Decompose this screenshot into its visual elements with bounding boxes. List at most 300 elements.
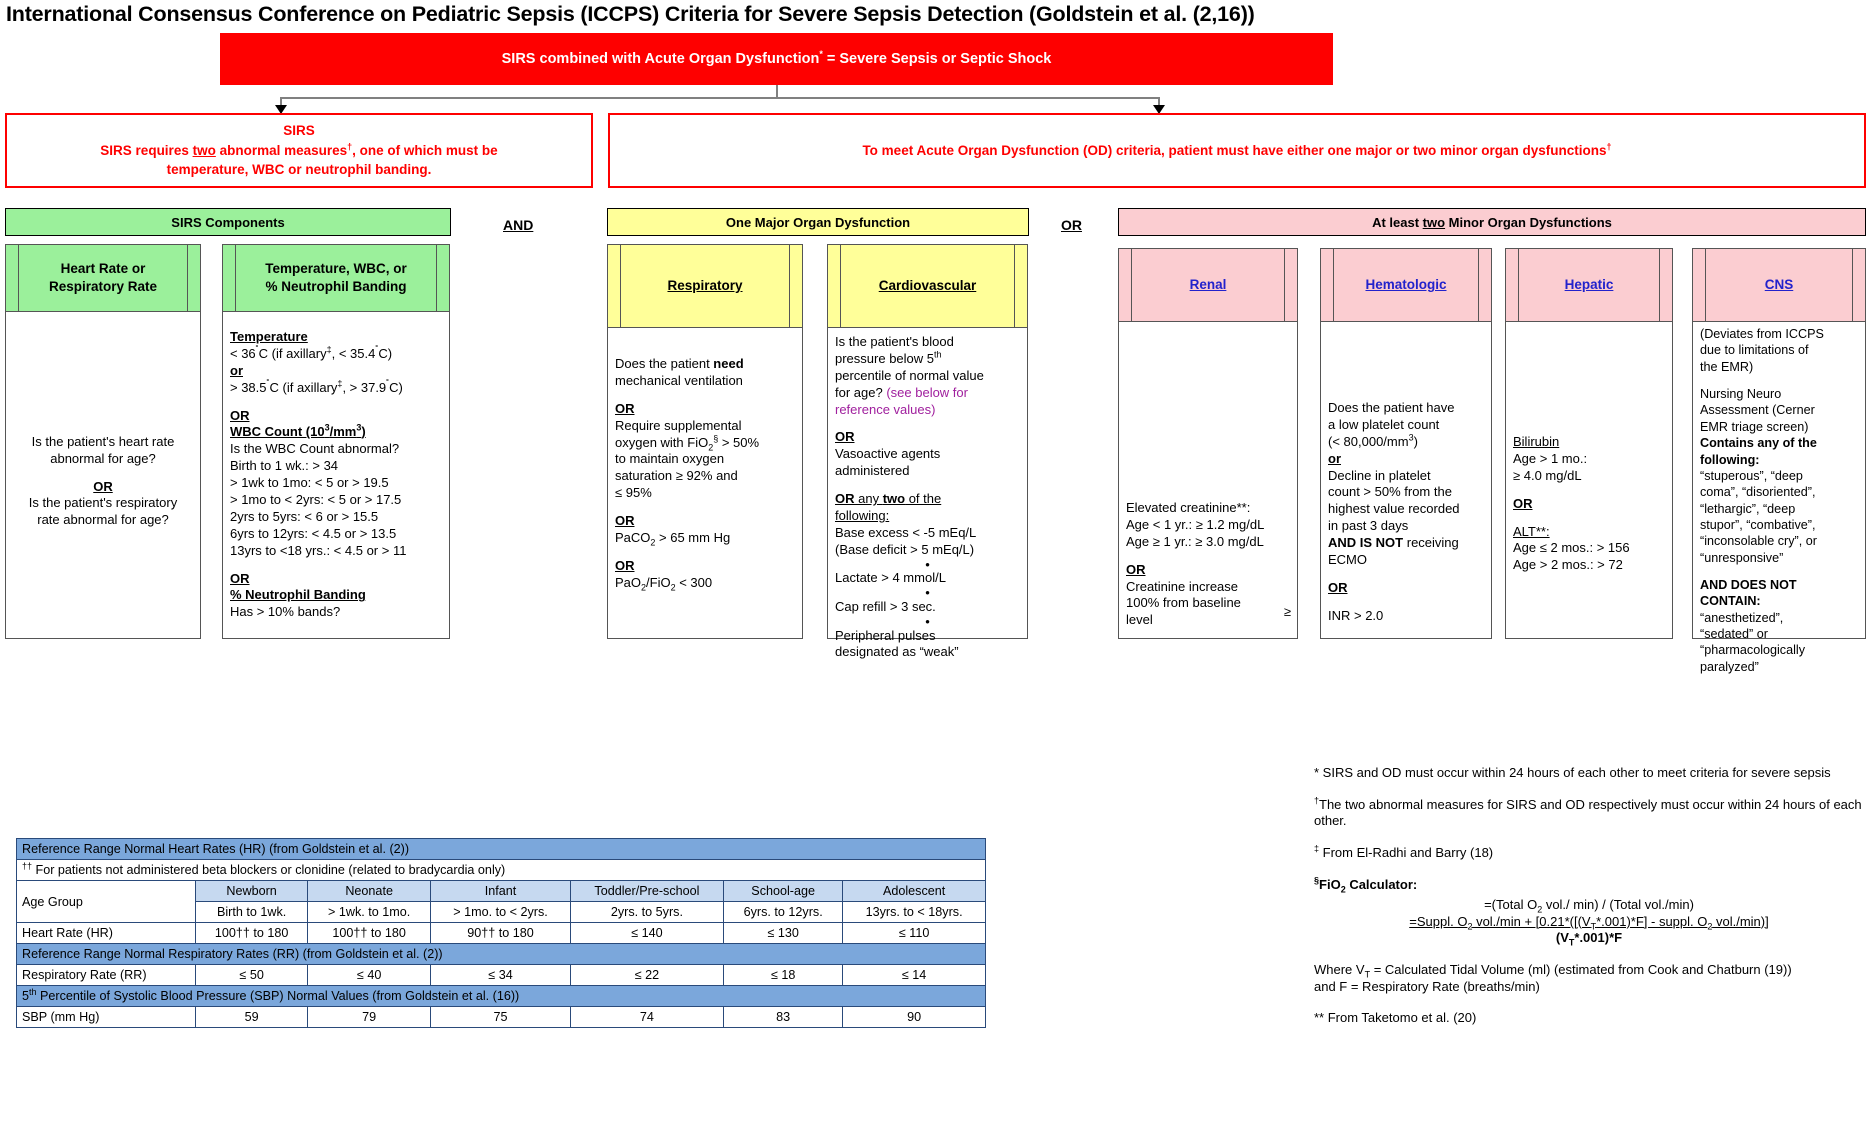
- f5sub: T: [1364, 969, 1371, 980]
- table-row: [17, 986, 986, 1007]
- spacer: [1513, 485, 1665, 496]
- cv-qa: Is the patient's blood: [835, 334, 954, 349]
- deg4: ˚: [386, 378, 390, 389]
- card-hematologic: [1320, 248, 1492, 639]
- pao2-c: < 300: [675, 574, 713, 590]
- sbp-value-cell: 83: [724, 1007, 843, 1028]
- cv-or-any-two: [835, 491, 1020, 508]
- spacer: [1700, 566, 1858, 577]
- cns-n19: “pharmacologically: [1700, 643, 1805, 658]
- card-title-renal: Renal: [1189, 277, 1227, 293]
- hema-or: OR: [1328, 579, 1348, 595]
- renal-floating-ge-symbol: ≥: [1283, 604, 1291, 619]
- t1b: C (if axillary: [258, 345, 327, 361]
- footnote-dagger-text: The two abnormal measures for SIRS and OD respectively must occur within 24 hours of each other.: [1314, 796, 1862, 829]
- resp-q1a: Does the patient: [615, 356, 714, 371]
- wbc-heading: [230, 424, 442, 441]
- hema-l7: in past 3 days: [1328, 518, 1409, 534]
- footnote-dbldagger-sup: ‡: [1314, 843, 1320, 854]
- fio2-equation-1: [1314, 897, 1864, 914]
- cv-cap-refill: Cap refill > 3 sec.: [835, 598, 936, 614]
- header-rule-right: [436, 245, 437, 311]
- temp-title-l2: % Neutrophil Banding: [265, 279, 407, 294]
- minor-two: two: [1422, 214, 1446, 230]
- cv-see-below-2: reference values): [835, 401, 936, 417]
- eq3b: *.001)*F: [1574, 930, 1623, 946]
- cv-or2-or: OR: [835, 491, 855, 507]
- cns-n10: coma”, “disoriented”,: [1700, 485, 1816, 500]
- connector-horizontal: [280, 97, 1160, 99]
- hr-q2-l2: rate abnormal for age?: [37, 512, 169, 528]
- bullet-icon: •: [925, 556, 930, 572]
- header-rule-left: [235, 245, 236, 311]
- spacer: [1126, 551, 1290, 562]
- table-row: [17, 881, 986, 902]
- footnote-vt-definition: [1314, 962, 1864, 995]
- hr-q2-l1: Is the patient's respiratory: [28, 495, 178, 511]
- card-body-cns: [1693, 322, 1865, 681]
- temp-line-1: [230, 346, 442, 363]
- cv-or2-any: any: [854, 491, 883, 507]
- spacer: [230, 318, 442, 329]
- rr-value-cell: ≤ 40: [308, 965, 431, 986]
- hr-or: OR: [93, 478, 113, 494]
- sirs-l1a: SIRS requires: [100, 142, 193, 158]
- bands-question: Has > 10% bands?: [230, 604, 341, 620]
- cns-n12: stupor”, “combative”,: [1700, 517, 1816, 532]
- cns-contains-1: Contains any of the: [1700, 436, 1817, 451]
- footnote-asterisk: * SIRS and OD must occur within 24 hours of each other to meet criteria for severe sepsis: [1314, 765, 1831, 780]
- resp-r2: [615, 530, 795, 547]
- card-hepatic: [1505, 248, 1673, 639]
- spacer: [1700, 375, 1858, 386]
- temp-or-small: or: [230, 362, 243, 378]
- wbc-row: > 1mo to < 2yrs: < 5 or > 17.5: [230, 492, 402, 508]
- paco2-b: > 65 mm Hg: [655, 530, 731, 546]
- sirs-components-bar: [5, 208, 451, 236]
- deg3: ˚: [266, 378, 270, 389]
- cv-qd-text: for age?: [835, 384, 887, 400]
- resp-r3: [615, 575, 795, 592]
- footnote-double-asterisk: ** From Taketomo et al. (20): [1314, 1010, 1477, 1026]
- cv-pulses-b: designated as “weak”: [835, 644, 959, 660]
- card-header-renal: [1119, 249, 1297, 322]
- cv-see-below-1: (see below for: [886, 384, 968, 400]
- card-body-hepatic: [1506, 322, 1672, 580]
- hema-and-is-not: AND IS NOT: [1328, 535, 1407, 551]
- age-range-cell: 2yrs. to 5yrs.: [570, 902, 723, 923]
- rr-row-label: Respiratory Rate (RR): [17, 965, 196, 986]
- resp-r1f: ≤ 95%: [615, 485, 652, 501]
- spacer: [1513, 513, 1665, 524]
- eq2c: *.001)*F] - suppl. O: [1596, 913, 1708, 929]
- hr-value-cell: 100†† to 180: [308, 923, 431, 944]
- rr-value-cell: ≤ 18: [724, 965, 843, 986]
- cns-n20: paralyzed”: [1700, 659, 1759, 674]
- cv-following: following:: [835, 508, 890, 524]
- cns-not-contain-1: AND DOES NOT: [1700, 578, 1797, 593]
- paco2-sub: 2: [650, 537, 656, 548]
- cv-lactate: Lactate > 4 mmol/L: [835, 570, 946, 586]
- hema-platelet-b: ): [1413, 433, 1418, 449]
- cv-base-excess: Base excess < -5 mEq/L: [835, 524, 977, 540]
- t2c: , > 37.9: [342, 379, 387, 395]
- header-rule-right: [789, 245, 790, 327]
- card-title-cns: CNS: [1764, 277, 1794, 293]
- resp-or-3: OR: [615, 557, 635, 573]
- rr-value-cell: ≤ 50: [196, 965, 308, 986]
- wbc-row: Birth to 1 wk.: > 34: [230, 458, 339, 474]
- hepatic-bilirubin-heading: Bilirubin: [1513, 434, 1560, 449]
- hema-inr: INR > 2.0: [1328, 607, 1384, 623]
- hema-l8: [1328, 535, 1484, 552]
- resp-r1e: saturation ≥ 92% and: [615, 468, 738, 484]
- rr-section-header: Reference Range Normal Respiratory Rates (RR) (from Goldstein et al. (2)): [17, 944, 986, 965]
- temp-line-2: [230, 380, 442, 397]
- footnote-fio2-calculator: [1314, 877, 1864, 894]
- fio2-equation-2: [1314, 914, 1864, 931]
- cns-n3: the EMR): [1700, 359, 1754, 374]
- card-header-heart-rate: [6, 245, 200, 312]
- paco2-a: PaCO: [615, 530, 651, 546]
- eq2a: =Suppl. O: [1409, 913, 1468, 929]
- hema-l2: a low platelet count: [1328, 416, 1440, 432]
- renal-or: OR: [1126, 561, 1146, 577]
- sbp-value-cell: 79: [308, 1007, 431, 1028]
- severe-sepsis-banner: [220, 33, 1333, 85]
- cns-n4: Nursing Neuro: [1700, 387, 1782, 402]
- spacer: [835, 418, 1020, 429]
- card-header-cns: [1693, 249, 1865, 322]
- cv-base-deficit: (Base deficit > 5 mEq/L): [835, 541, 975, 557]
- header-rule-left: [1131, 249, 1132, 321]
- age-range-cell: > 1wk. to 1mo.: [308, 902, 431, 923]
- cns-n9: “stuperous”, “deep: [1700, 468, 1803, 483]
- hr-footnote-row: [17, 860, 986, 881]
- cv-qb-text: pressure below 5: [835, 350, 934, 366]
- wbc-c: ): [361, 424, 366, 440]
- at-least-two-minor-bar: [1118, 208, 1866, 236]
- age-range-cell: 13yrs. to < 18yrs.: [843, 902, 986, 923]
- hema-l3: [1328, 434, 1484, 451]
- od-line: [862, 141, 1611, 161]
- table-row: [17, 860, 986, 881]
- hema-receiving: receiving: [1406, 535, 1459, 551]
- eq2sub1: 2: [1467, 921, 1473, 932]
- sbp-section-header: [17, 986, 986, 1007]
- eq3sub: T: [1568, 937, 1575, 948]
- f5c: and F = Respiratory Rate (breaths/min): [1314, 978, 1540, 994]
- bands-heading: % Neutrophil Banding: [230, 587, 366, 603]
- resp-need: need: [713, 356, 744, 371]
- sbp-rest: Percentile of Systolic Blood Pressure (SBP) Normal Values (from Goldstein et al. (16)): [36, 989, 520, 1003]
- wbc-row: 6yrs to 12yrs: < 4.5 or > 13.5: [230, 525, 397, 541]
- card-body-heart-rate: [6, 312, 200, 651]
- header-rule-right: [1478, 249, 1479, 321]
- sirs-components-label: SIRS Components: [171, 214, 285, 230]
- wbc-row: 2yrs to 5yrs: < 6 or > 15.5: [230, 508, 379, 524]
- card-header-cardiovascular: [828, 245, 1027, 328]
- age-range-cell: Birth to 1wk.: [196, 902, 308, 923]
- hepatic-or: OR: [1513, 495, 1533, 511]
- header-rule-right: [1014, 245, 1015, 327]
- fio2-title-b: Calculator:: [1345, 876, 1418, 892]
- eq2-numerator: [1409, 913, 1769, 932]
- spacer: [1328, 597, 1484, 608]
- cns-n6: EMR triage screen): [1700, 419, 1809, 434]
- banner-text-a: SIRS combined with Acute Organ Dysfunction: [501, 51, 820, 67]
- footnote-double-dagger: [1314, 845, 1864, 862]
- spacer: [230, 397, 442, 408]
- sirs-l1-underline: two: [192, 142, 216, 158]
- cns-n2: due to limitations of: [1700, 343, 1809, 358]
- age-group-cell: Toddler/Pre-school: [570, 881, 723, 902]
- card-renal: [1118, 248, 1298, 639]
- footnote-dagger-sup: †: [1314, 795, 1320, 806]
- od-text: To meet Acute Organ Dysfunction (OD) criteria, patient must have either one major or two minor organ dysfunctions: [862, 142, 1607, 158]
- cns-n13: “inconsolable cry”, or: [1700, 534, 1817, 549]
- age-group-cell: Adolescent: [843, 881, 986, 902]
- resp-r1a: Require supplemental: [615, 417, 742, 433]
- cns-n11: “lethargic”, “deep: [1700, 501, 1796, 516]
- card-title-respiratory: Respiratory: [667, 278, 743, 294]
- hr-title-l1: Heart Rate or: [60, 261, 146, 277]
- t1a: < 36: [230, 345, 256, 361]
- resp-r1b: [615, 435, 795, 452]
- renal-age-lt1: Age < 1 yr.: ≥ 1.2 mg/dL: [1126, 516, 1265, 532]
- temp-or-2: OR: [230, 570, 250, 586]
- sirs-criteria-box: [5, 113, 593, 188]
- header-rule-right: [1284, 249, 1285, 321]
- renal-increase-a: Creatinine increase: [1126, 578, 1239, 594]
- card-heart-rate-respiratory-rate: [5, 244, 201, 639]
- header-rule-left: [620, 245, 621, 327]
- deg1: ˚: [255, 344, 259, 355]
- card-header-hematologic: [1321, 249, 1491, 322]
- bullet-icon: •: [925, 585, 930, 601]
- table-row: [17, 1007, 986, 1028]
- eq2d: vol./min)]: [1712, 913, 1769, 929]
- card-body-respiratory: [608, 328, 802, 598]
- wbc-question: Is the WBC Count abnormal?: [230, 441, 400, 457]
- wbc-row: > 1wk to 1mo: < 5 or > 19.5: [230, 475, 389, 491]
- hema-platelet-a: (< 80,000/mm: [1328, 433, 1409, 449]
- card-title-hepatic: Hepatic: [1564, 277, 1614, 293]
- header-rule-right: [1659, 249, 1660, 321]
- sirs-heading: SIRS: [283, 123, 315, 139]
- card-header-respiratory: [608, 245, 802, 328]
- sirs-dagger: †: [347, 141, 353, 152]
- age-group-label: Age Group: [17, 881, 196, 923]
- sirs-l1c: , one of which must be: [352, 142, 498, 158]
- hr-note-text: For patients not administered beta blockers or clonidine (related to bradycardia only): [32, 863, 506, 877]
- renal-increase-c: level: [1126, 612, 1153, 628]
- conjunction-or: OR: [1061, 217, 1082, 233]
- hr-title-l2: Respiratory Rate: [48, 279, 158, 294]
- hema-l5: count > 50% from the: [1328, 484, 1452, 500]
- spacer: [615, 345, 795, 356]
- hepatic-bili-age: Age > 1 mo.:: [1513, 450, 1588, 466]
- cv-or-1: OR: [835, 429, 855, 445]
- hr-row-label: Heart Rate (HR): [17, 923, 196, 944]
- banner-asterisk: *: [819, 49, 823, 60]
- fio2-title-a: FiO: [1319, 876, 1341, 892]
- page-title: International Consensus Conference on Pediatric Sepsis (ICCPS) Criteria for Severe Sepsis Detection (Goldstein et al. (2,16)): [6, 2, 1255, 26]
- spacer: [615, 390, 795, 401]
- cns-n5: Assessment (Cerner: [1700, 403, 1815, 418]
- hema-l1: Does the patient have: [1328, 400, 1455, 415]
- header-rule-left: [18, 245, 19, 311]
- wbc-row: 13yrs to <18 yrs.: < 4.5 or > 11: [230, 542, 407, 558]
- cns-not-contain-2: CONTAIN:: [1700, 594, 1761, 609]
- hema-or-small: or: [1328, 450, 1341, 466]
- header-rule-right: [187, 245, 188, 311]
- hr-section-header: Reference Range Normal Heart Rates (HR) (from Goldstein et al. (2)): [17, 839, 986, 860]
- spacer: [615, 334, 795, 345]
- t1d: C): [378, 345, 393, 361]
- temp-heading: Temperature: [230, 329, 308, 344]
- hema-platelet-sup: 3: [1408, 432, 1414, 443]
- resp-q1c: mechanical ventilation: [615, 372, 743, 388]
- fio2-section-sup: §: [1314, 875, 1320, 886]
- cv-th: th: [934, 349, 942, 360]
- header-rule-left: [1518, 249, 1519, 321]
- pao2-sub1: 2: [641, 582, 647, 593]
- t1c: , < 35.4: [331, 345, 376, 361]
- card-cns: [1692, 248, 1866, 674]
- resp-or-1: OR: [615, 400, 635, 416]
- hepatic-bili-value: ≥ 4.0 mg/dL: [1513, 467, 1582, 483]
- wbc-sup2: 3: [356, 423, 362, 434]
- spacer: [615, 547, 795, 558]
- deg2: ˚: [375, 344, 379, 355]
- t2-dbldagger: ‡: [337, 378, 343, 389]
- hema-l4: Decline in platelet: [1328, 467, 1431, 483]
- age-range-cell: 6yrs. to 12yrs.: [724, 902, 843, 923]
- cv-qc: percentile of normal value: [835, 367, 984, 383]
- conjunction-and: AND: [503, 217, 534, 233]
- hr-value-cell: ≤ 130: [724, 923, 843, 944]
- eq1a: =(Total O: [1484, 897, 1538, 913]
- spacer: [615, 502, 795, 513]
- header-rule-left: [840, 245, 841, 327]
- table-row: [17, 839, 986, 860]
- cv-c1b: administered: [835, 463, 910, 479]
- age-group-cell: School-age: [724, 881, 843, 902]
- spacer: [230, 560, 442, 571]
- hr-q1-l2: abnormal for age?: [50, 450, 156, 466]
- organ-dysfunction-criteria-box: [608, 113, 1866, 188]
- table-row: [17, 923, 986, 944]
- card-title-cardiovascular: Cardiovascular: [878, 278, 977, 294]
- sirs-line-1: [100, 141, 497, 161]
- sirs-line-2: temperature, WBC or neutrophil banding.: [166, 162, 432, 178]
- temp-title-l1: Temperature, WBC, or: [265, 261, 407, 277]
- minor-b: Minor Organ Dysfunctions: [1445, 214, 1612, 230]
- sbp-value-cell: 75: [431, 1007, 570, 1028]
- one-major-label: One Major Organ Dysfunction: [725, 214, 911, 230]
- age-group-cell: Infant: [431, 881, 570, 902]
- sbp-row-label: SBP (mm Hg): [17, 1007, 196, 1028]
- spacer: [835, 480, 1020, 491]
- wbc-a: WBC Count (10: [230, 424, 325, 440]
- fio2-a: oxygen with FiO: [615, 434, 709, 450]
- cns-n18: “sedated” or: [1700, 627, 1768, 642]
- card-header-temperature: [223, 245, 449, 312]
- hr-value-cell: ≤ 140: [570, 923, 723, 944]
- pao2-a: PaO: [615, 574, 642, 590]
- sbp-value-cell: 74: [570, 1007, 723, 1028]
- eq1b: vol./ min) / (Total vol./min): [1542, 897, 1694, 913]
- sbp-th: th: [29, 986, 37, 997]
- renal-creatinine-label: Elevated creatinine**:: [1126, 500, 1251, 515]
- fio2-section-mark: §: [713, 433, 719, 444]
- od-dagger: †: [1606, 141, 1612, 152]
- table-row: [17, 965, 986, 986]
- one-major-organ-dysfunction-bar: [607, 208, 1029, 236]
- cns-n1: (Deviates from ICCPS: [1700, 327, 1824, 341]
- hema-l6: highest value recorded: [1328, 501, 1460, 517]
- banner-text-b: = Severe Sepsis or Septic Shock: [822, 51, 1052, 67]
- cv-or2-of-the: of the: [905, 491, 942, 507]
- rr-value-cell: ≤ 22: [570, 965, 723, 986]
- t1-dbldagger: ‡: [326, 344, 332, 355]
- eq1sub: 2: [1537, 904, 1543, 915]
- fio2-c: > 50%: [718, 434, 760, 450]
- spacer: [1328, 569, 1484, 580]
- cv-qd: [835, 385, 1020, 402]
- sirs-l1b: abnormal measures: [215, 142, 348, 158]
- card-header-hepatic: [1506, 249, 1672, 322]
- renal-increase-b: 100% from baseline: [1126, 595, 1241, 611]
- f5b: = Calculated Tidal Volume (ml) (estimated from Cook and Chatburn (19)): [1370, 962, 1792, 977]
- fio2-calc-title: [1314, 875, 1418, 895]
- resp-r1d: to maintain oxygen: [615, 451, 725, 467]
- fio2-title-sub: 2: [1340, 884, 1346, 895]
- cv-or2-two: two: [882, 491, 906, 507]
- header-rule-left: [1333, 249, 1334, 321]
- footnotes-section: [1314, 765, 1864, 1042]
- resp-q1: [615, 356, 795, 373]
- temp-or-1: OR: [230, 407, 250, 423]
- sbp-5: 5: [22, 989, 30, 1003]
- table-row: [17, 944, 986, 965]
- header-rule-right: [1852, 249, 1853, 321]
- card-cardiovascular: [827, 244, 1028, 660]
- card-body-temperature: [223, 312, 449, 627]
- eq3-denominator: [1555, 930, 1623, 948]
- age-range-cell: > 1mo. to < 2yrs.: [431, 902, 570, 923]
- card-body-hematologic: [1321, 322, 1491, 631]
- cns-n14: “unresponsive”: [1700, 550, 1784, 565]
- card-title-hematologic: Hematologic: [1365, 277, 1447, 293]
- eq2sub2: T: [1590, 921, 1597, 932]
- eq2b: vol./min + [0.21*([(V: [1472, 913, 1591, 929]
- card-temperature-wbc-neutrophil: [222, 244, 450, 639]
- sbp-value-cell: 59: [196, 1007, 308, 1028]
- wbc-b: /mm: [329, 424, 357, 440]
- hepatic-alt-heading: ALT**:: [1513, 523, 1550, 539]
- hr-value-cell: ≤ 110: [843, 923, 986, 944]
- footnote-dagger: [1314, 797, 1864, 830]
- pao2-b: /FiO: [646, 574, 671, 590]
- rr-value-cell: ≤ 14: [843, 965, 986, 986]
- cv-c1a: Vasoactive agents: [835, 446, 941, 462]
- footnote-dbldagger-text: From El-Radhi and Barry (18): [1319, 844, 1494, 860]
- card-body-cardiovascular: [828, 328, 1027, 667]
- renal-age-ge1: Age ≥ 1 yr.: ≥ 3.0 mg/dL: [1126, 533, 1264, 549]
- hepatic-alt-gt2: Age > 2 mos.: > 72: [1513, 557, 1623, 573]
